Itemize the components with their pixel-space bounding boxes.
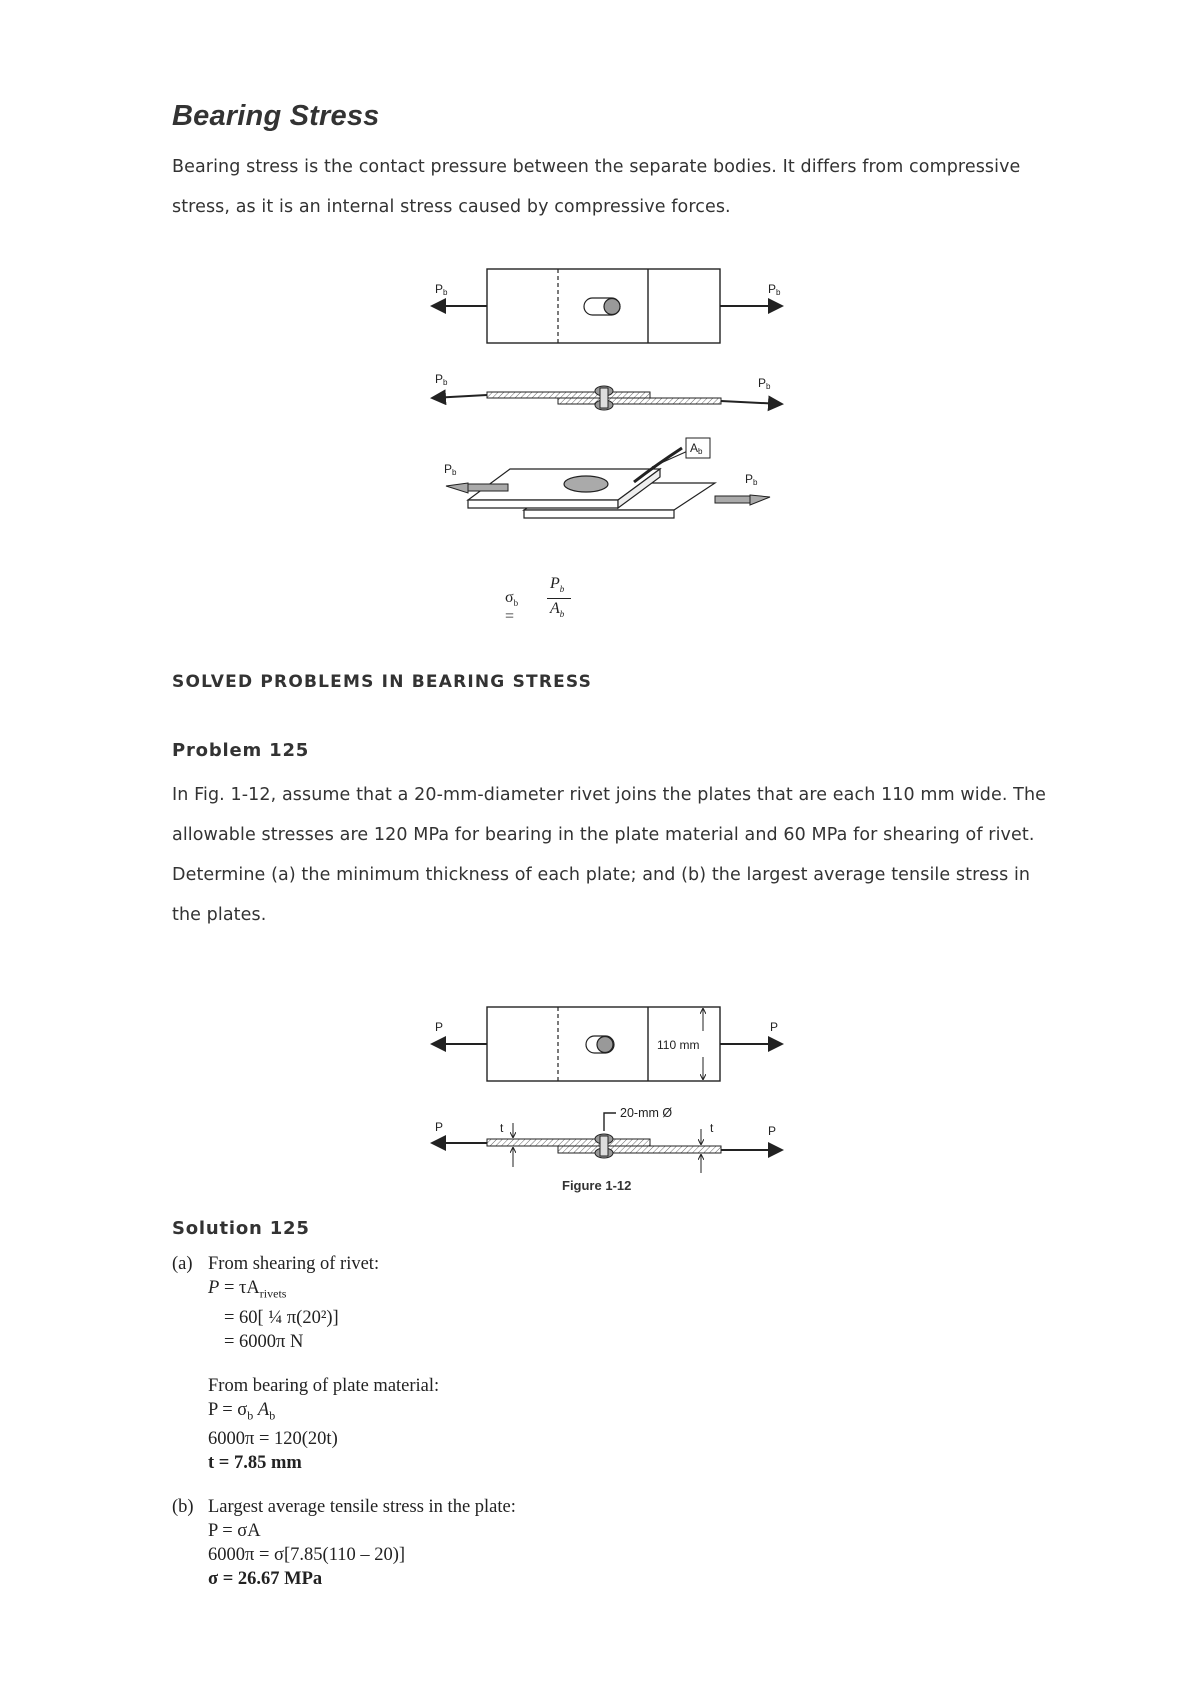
- iso-rivet-hole: [564, 476, 608, 492]
- formula-denominator: $A_b$: [550, 600, 565, 620]
- area-label: Ab: [690, 441, 703, 456]
- a-line-2: = 60[ ¼ π(20²)]: [224, 1307, 339, 1328]
- diameter-leader: [604, 1113, 616, 1131]
- plate-side-upper: [487, 392, 650, 398]
- part-b-label: (b): [172, 1497, 194, 1518]
- fig2-force-label-left: P: [435, 1020, 444, 1034]
- area-leader: [652, 450, 690, 467]
- c-line-2: 6000π = σ[7.85(110 – 20)]: [208, 1545, 406, 1566]
- c-line-3: σ = 26.67 MPa: [208, 1569, 323, 1590]
- thickness-label-left: t: [500, 1121, 504, 1135]
- iso-arrow-right: [750, 495, 770, 505]
- b-line-1: $P = \sigma_b$ $A_b$: [208, 1399, 276, 1423]
- figure-1-12: [420, 995, 800, 1195]
- side-force-label-left: Pb: [435, 372, 448, 387]
- bearing-figure: [420, 255, 800, 535]
- thickness-label-right: t: [710, 1121, 714, 1135]
- section-heading: SOLVED PROBLEMS IN BEARING STRESS: [172, 672, 593, 692]
- force-label-left: Pb: [435, 282, 448, 297]
- iso-plate-lower-front: [524, 510, 674, 518]
- intro-paragraph: Bearing stress is the contact pressure between the separate bodies. It differs from compressive stress, as it is an internal stress caused by compressive forces.: [172, 157, 1021, 217]
- rivet-head: [604, 299, 620, 315]
- part-a-label: (a): [172, 1254, 193, 1274]
- fig2-side-force-label-left: P: [435, 1120, 444, 1134]
- iso-arrow-right-shaft: [715, 496, 750, 503]
- part-a-row: [172, 1252, 516, 1276]
- b-line-3: t = 7.85 mm: [208, 1453, 302, 1474]
- a-line-1: $P = \tau A_{rivets}$: [208, 1278, 287, 1301]
- diameter-label: 20-mm Ø: [620, 1106, 673, 1120]
- part-b-row: [172, 1495, 516, 1519]
- fig2-plate-side-upper: [487, 1139, 650, 1146]
- fig2-side-force-label-right: P: [768, 1124, 777, 1138]
- problem-text: In Fig. 1-12, assume that a 20-mm-diameter rivet joins the plates that are each 110 mm wide. The allowable stresses are 120 MPa for bearing in the plate material and 60 MPa for shearing of rivet. Determine (a) the minimum thickness of each plate; and (b) the largest average tensile stress in the plates.: [172, 785, 1047, 925]
- part-a-title: From shearing of rivet:: [208, 1254, 380, 1274]
- intro-block: [172, 100, 1052, 227]
- part-b-title: Largest average tensile stress in the plate:: [208, 1497, 516, 1518]
- fig2-plate-side-lower: [558, 1146, 721, 1153]
- side-force-right: [721, 401, 782, 404]
- rivet-side-shank: [600, 388, 608, 408]
- bearing-title: From bearing of plate material:: [208, 1375, 440, 1396]
- solution-heading: Solution 125: [172, 1218, 310, 1239]
- b-line-2: 6000π = 120(20t): [208, 1429, 338, 1450]
- side-force-label-right: Pb: [758, 376, 771, 391]
- figure-caption: Figure 1-12: [562, 1178, 632, 1193]
- c-line-1: P = σA: [208, 1521, 261, 1542]
- a-line-3: = 6000π N: [224, 1331, 304, 1352]
- side-force-left: [432, 395, 487, 398]
- force-label-right: Pb: [768, 282, 781, 297]
- formula-lhs: $\sigma_b$ =: [505, 589, 519, 626]
- formula-numerator: $P_b$: [550, 575, 565, 595]
- iso-force-label-right: Pb: [745, 472, 758, 487]
- fig2-rivet-head: [597, 1037, 613, 1053]
- iso-force-label-left: Pb: [444, 462, 457, 477]
- iso-arrow-left: [446, 483, 468, 493]
- iso-plate-upper-front: [468, 500, 618, 508]
- problem-heading: Problem 125: [172, 740, 310, 761]
- iso-arrow-left-shaft: [468, 484, 508, 491]
- width-label: 110 mm: [657, 1038, 700, 1052]
- plate-side-lower: [558, 398, 721, 404]
- solution-body: [172, 1252, 516, 1591]
- formula-bar: [547, 598, 571, 599]
- fig2-rivet-side-shank: [600, 1136, 608, 1156]
- fig2-force-label-right: P: [770, 1020, 779, 1034]
- page-title: Bearing Stress: [172, 100, 380, 132]
